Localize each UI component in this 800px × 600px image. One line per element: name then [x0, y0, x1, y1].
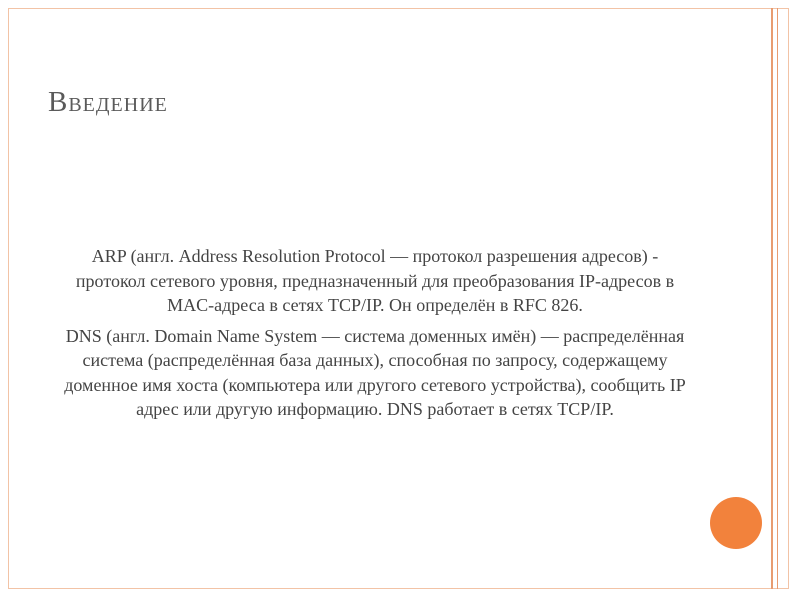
paragraph-arp: ARP (англ. Address Resolution Protocol — протокол разрешения адресов) - протокол сетевого уровня, предназначенный для преобразования IP-адресов в MAC-адреса в сетях TCP/IP. Он определён в RFC 826.: [75, 246, 675, 315]
right-vertical-rule-thin: [777, 8, 778, 589]
right-vertical-rule: [771, 8, 773, 589]
slide-body: [60, 244, 690, 428]
decorative-orange-circle: [710, 497, 762, 549]
slide-title: Введение: [48, 86, 168, 118]
paragraph-dns: DNS (англ. Domain Name System — система доменных имён) — распределённая система (распределённая база данных), способная по запросу, содержащему доменное имя хоста (компьютера или другого сетевого устройства), сообщить IP адрес или другую информацию. DNS работает в сетях TCP/IP.: [64, 325, 686, 419]
